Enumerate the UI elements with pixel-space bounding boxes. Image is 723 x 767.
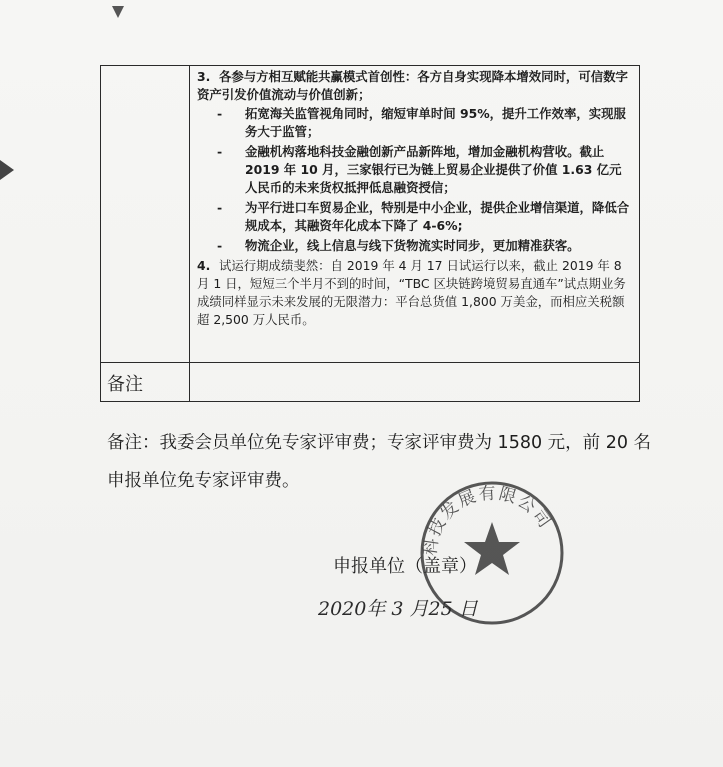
scan-edge-mark xyxy=(0,160,14,180)
bullet-text: 物流企业，线上信息与线下货物流实时同步，更加精准获客。 xyxy=(245,238,580,253)
item-4-text: 试运行期成绩斐然：自 2019 年 4 月 17 日试运行以来，截止 2019 年 8 月 1 日，短短三个半月不到的时间，“TBC 区块链跨境贸易直通车”试点期业务成绩同样显示未来发展的无限潜力：平台总货值 1,800 万美金，而相应关税额超 2,500 万人民币。 xyxy=(197,258,626,327)
bullet-item xyxy=(197,105,633,141)
application-table xyxy=(100,65,640,402)
remark-label: 备注 xyxy=(107,374,143,395)
item-4 xyxy=(197,257,633,329)
bullet-text: 为平行进口车贸易企业，特别是中小企业，提供企业增信渠道，降低合规成本，其融资年化成本下降了 4-6%; xyxy=(245,200,630,233)
bullet-text: 金融机构落地科技金融创新产品新阵地，增加金融机构营收。截止 2019 年 10 月，三家银行已为链上贸易企业提供了价值 1.63 亿元人民币的未来货权抵押低息融资授信； xyxy=(245,144,622,195)
item-4-number: 4. xyxy=(197,258,211,273)
bullet-item xyxy=(197,199,633,235)
scan-corner-mark xyxy=(112,6,124,18)
table-row-divider xyxy=(101,362,639,363)
bullet-item xyxy=(197,143,633,197)
applicant-label: 申报单位（盖章） xyxy=(333,556,477,577)
fee-note: 备注：我委会员单位免专家评审费；专家评审费为 1580 元，前 20 名申报单位免专家评审费。 xyxy=(107,433,652,491)
signature-date: 2020年 3 月25 日 xyxy=(318,598,478,620)
item-3 xyxy=(197,68,633,104)
seal-text: 科技发展有限公司 xyxy=(420,483,556,557)
bullet-item xyxy=(197,237,633,255)
bullet-dash: - xyxy=(217,238,223,253)
table-column-divider xyxy=(189,66,190,401)
bullet-dash: - xyxy=(217,106,223,121)
bullet-dash: - xyxy=(217,144,223,159)
bullet-text: 拓宽海关监管视角同时，缩短审单时间 95%，提升工作效率，实现服务大于监管； xyxy=(245,106,626,139)
item-3-number: 3. xyxy=(197,69,211,84)
bullet-dash: - xyxy=(217,200,223,215)
item-3-text: 各参与方相互赋能共赢模式首创性：各方自身实现降本增效同时，可信数字资产引发价值流动与价值创新； xyxy=(197,69,628,102)
content-cell xyxy=(197,68,633,329)
